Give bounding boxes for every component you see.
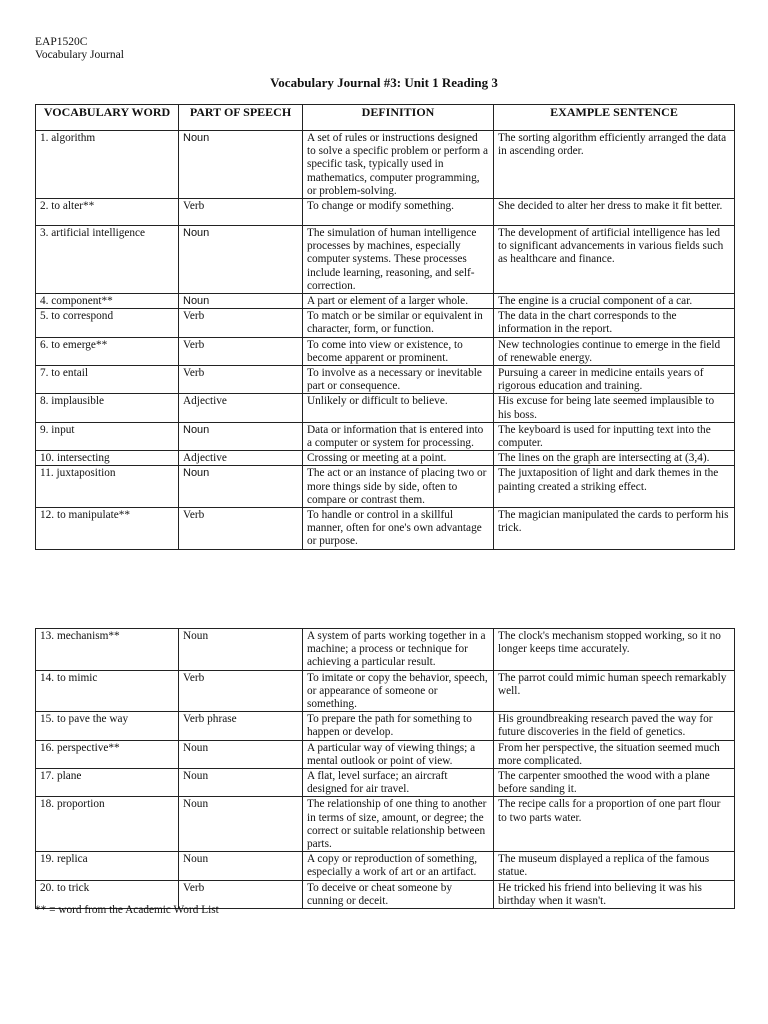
vocab-word-cell: 14. to mimic [36,670,179,712]
part-of-speech-cell: Verb phrase [179,712,303,740]
vocab-row [36,131,735,199]
vocab-word-cell: 19. replica [36,852,179,880]
part-of-speech-cell: Noun [179,797,303,852]
example-sentence-cell: The carpenter smoothed the wood with a plane before sanding it. [494,769,735,797]
vocabulary-table-2 [35,628,735,909]
example-sentence-cell: The keyboard is used for inputting text into the computer. [494,422,735,450]
example-sentence-cell: The magician manipulated the cards to perform his trick. [494,508,735,550]
definition-cell: A flat, level surface; an aircraft designed for air travel. [303,769,494,797]
part-of-speech-cell: Verb [179,199,303,226]
part-of-speech-cell: Verb [179,880,303,908]
example-sentence-cell: From her perspective, the situation seemed much more complicated. [494,740,735,768]
definition-cell: To handle or control in a skillful manner, often for one's own advantage or purpose. [303,508,494,550]
example-sentence-cell: New technologies continue to emerge in the field of renewable energy. [494,337,735,365]
vocab-word-cell: 11. juxtaposition [36,466,179,508]
vocab-row [36,226,735,294]
footnote: ** = word from the Academic Word List [35,904,219,916]
part-of-speech-cell: Noun [179,131,303,199]
part-of-speech-cell: Noun [179,852,303,880]
part-of-speech-cell: Noun [179,294,303,309]
example-sentence-cell: The engine is a crucial component of a car. [494,294,735,309]
vocab-word-cell: 8. implausible [36,394,179,422]
part-of-speech-cell: Verb [179,508,303,550]
example-sentence-cell: He tricked his friend into believing it was his birthday when it wasn't. [494,880,735,908]
vocab-word-cell: 10. intersecting [36,451,179,466]
vocab-word-cell: 12. to manipulate** [36,508,179,550]
definition-cell: To come into view or existence, to become apparent or prominent. [303,337,494,365]
vocab-word-cell: 18. proportion [36,797,179,852]
vocab-row [36,508,735,550]
definition-cell: A part or element of a larger whole. [303,294,494,309]
vocab-row [36,394,735,422]
vocabulary-table-1 [35,104,735,550]
column-header-definition: DEFINITION [303,105,494,131]
part-of-speech-cell: Verb [179,670,303,712]
vocab-word-cell: 13. mechanism** [36,629,179,671]
part-of-speech-cell: Adjective [179,394,303,422]
definition-cell: The act or an instance of placing two or more things side by side, often to compare or contrast them. [303,466,494,508]
part-of-speech-cell: Noun [179,769,303,797]
vocab-word-cell: 15. to pave the way [36,712,179,740]
part-of-speech-cell: Adjective [179,451,303,466]
definition-cell: A copy or reproduction of something, especially a work of art or an artifact. [303,852,494,880]
definition-cell: To deceive or cheat someone by cunning or deceit. [303,880,494,908]
example-sentence-cell: The sorting algorithm efficiently arranged the data in ascending order. [494,131,735,199]
definition-cell: A set of rules or instructions designed to solve a specific problem or perform a specific task, typically used in mathematics, computer programming, or problem-solving. [303,131,494,199]
vocab-row [36,366,735,394]
definition-cell: The simulation of human intelligence processes by machines, especially computer systems. These processes include learning, reasoning, and self-correction. [303,226,494,294]
part-of-speech-cell: Noun [179,226,303,294]
table-header-row [36,105,735,131]
example-sentence-cell: His groundbreaking research paved the way for future discoveries in the field of genetics. [494,712,735,740]
document-type: Vocabulary Journal [35,49,124,61]
definition-cell: To prepare the path for something to happen or develop. [303,712,494,740]
vocab-row [36,422,735,450]
vocab-word-cell: 20. to trick [36,880,179,908]
page-title: Vocabulary Journal #3: Unit 1 Reading 3 [270,75,498,90]
vocab-row [36,769,735,797]
example-sentence-cell: She decided to alter her dress to make it fit better. [494,199,735,226]
vocab-word-cell: 2. to alter** [36,199,179,226]
vocab-row [36,852,735,880]
example-sentence-cell: The museum displayed a replica of the famous statue. [494,852,735,880]
definition-cell: A system of parts working together in a machine; a process or technique for achieving a particular result. [303,629,494,671]
example-sentence-cell: The recipe calls for a proportion of one part flour to two parts water. [494,797,735,852]
vocab-word-cell: 7. to entail [36,366,179,394]
vocab-row [36,337,735,365]
vocab-word-cell: 3. artificial intelligence [36,226,179,294]
column-header-word: VOCABULARY WORD [36,105,179,131]
vocab-row [36,670,735,712]
definition-cell: To match or be similar or equivalent in character, form, or function. [303,309,494,337]
part-of-speech-cell: Verb [179,309,303,337]
example-sentence-cell: The development of artificial intelligence has led to significant advancements in various fields such as healthcare and finance. [494,226,735,294]
vocab-row [36,712,735,740]
example-sentence-cell: His excuse for being late seemed implausible to his boss. [494,394,735,422]
definition-cell: Crossing or meeting at a point. [303,451,494,466]
vocab-row [36,466,735,508]
vocab-row [36,629,735,671]
example-sentence-cell: The parrot could mimic human speech remarkably well. [494,670,735,712]
part-of-speech-cell: Verb [179,366,303,394]
example-sentence-cell: The lines on the graph are intersecting at (3,4). [494,451,735,466]
part-of-speech-cell: Noun [179,466,303,508]
column-header-pos: PART OF SPEECH [179,105,303,131]
vocab-row [36,309,735,337]
definition-cell: Data or information that is entered into a computer or system for processing. [303,422,494,450]
vocab-word-cell: 6. to emerge** [36,337,179,365]
vocab-row [36,451,735,466]
vocab-row [36,294,735,309]
example-sentence-cell: The juxtaposition of light and dark themes in the painting created a striking effect. [494,466,735,508]
vocab-word-cell: 17. plane [36,769,179,797]
part-of-speech-cell: Verb [179,337,303,365]
definition-cell: To imitate or copy the behavior, speech, or appearance of someone or something. [303,670,494,712]
vocab-row [36,199,735,226]
vocab-word-cell: 9. input [36,422,179,450]
course-code: EAP1520C [35,36,88,48]
vocab-row [36,797,735,852]
document-header [35,36,124,62]
definition-cell: To change or modify something. [303,199,494,226]
part-of-speech-cell: Noun [179,629,303,671]
vocab-word-cell: 1. algorithm [36,131,179,199]
column-header-example: EXAMPLE SENTENCE [494,105,735,131]
vocab-row [36,740,735,768]
definition-cell: To involve as a necessary or inevitable part or consequence. [303,366,494,394]
example-sentence-cell: The clock's mechanism stopped working, so it no longer keeps time accurately. [494,629,735,671]
vocab-word-cell: 16. perspective** [36,740,179,768]
definition-cell: Unlikely or difficult to believe. [303,394,494,422]
vocab-word-cell: 4. component** [36,294,179,309]
definition-cell: The relationship of one thing to another in terms of size, amount, or degree; the correct or suitable relationship between parts. [303,797,494,852]
example-sentence-cell: The data in the chart corresponds to the information in the report. [494,309,735,337]
definition-cell: A particular way of viewing things; a mental outlook or point of view. [303,740,494,768]
part-of-speech-cell: Noun [179,422,303,450]
example-sentence-cell: Pursuing a career in medicine entails years of rigorous education and training. [494,366,735,394]
part-of-speech-cell: Noun [179,740,303,768]
vocab-word-cell: 5. to correspond [36,309,179,337]
